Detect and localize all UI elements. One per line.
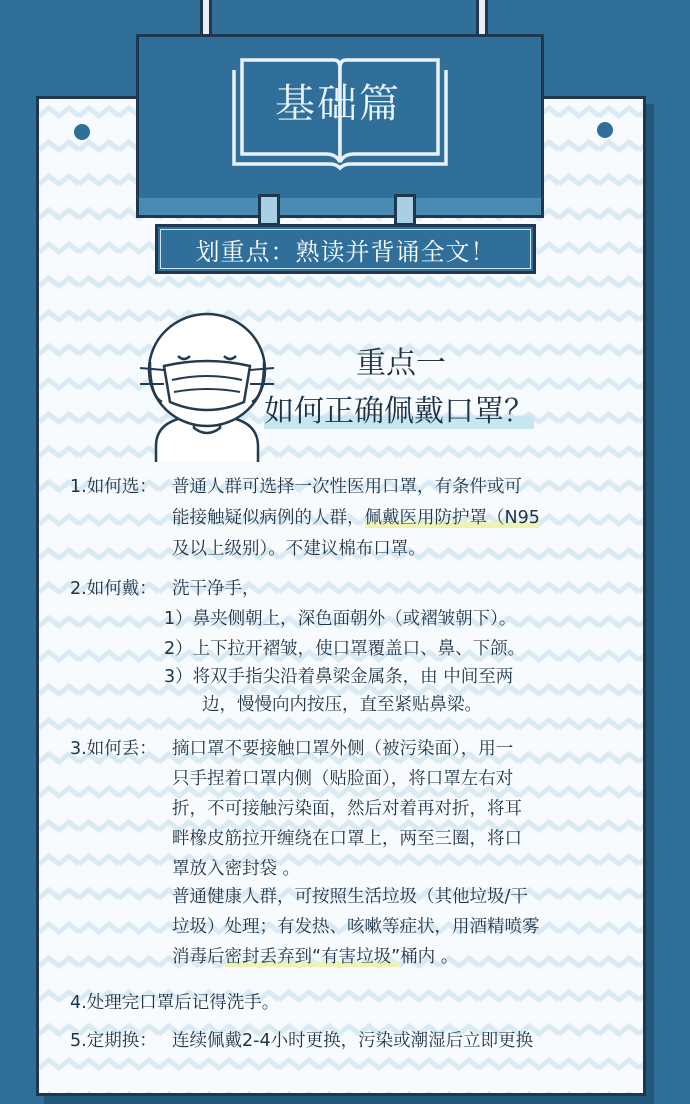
wash-text: 4.处理完口罩后记得洗手。 xyxy=(70,993,280,1013)
discard-label: 3.如何丢： xyxy=(70,739,157,759)
wear-step1: 1）鼻夹侧朝上，深色面朝外（或褶皱朝下）。 xyxy=(164,609,517,629)
wear-label: 2.如何戴： xyxy=(70,579,157,599)
discard-para2-line1: 普通健康人群，可按照生活垃圾（其他垃圾/干 xyxy=(172,887,528,907)
replace-label: 5.定期换： xyxy=(70,1031,157,1051)
banner-text: 划重点：熟读并背诵全文！ xyxy=(195,237,496,266)
wear-line0: 洗干净手， xyxy=(172,579,260,599)
choose-line1: 普通人群可选择一次性医用口罩，有条件或可 xyxy=(172,477,522,497)
pin-dot-right xyxy=(597,122,613,138)
discard-line1: 摘口罩不要接触口罩外侧（被污染面），用一 xyxy=(172,739,514,759)
pin-dot-left xyxy=(74,124,90,140)
discard-line4: 畔橡皮筋拉开缠绕在口罩上，两至三圈，将口 xyxy=(172,829,522,849)
heading-line2 xyxy=(264,386,534,430)
discard-line3: 折，不可接触污染面，然后对着再对折，将耳 xyxy=(172,799,522,819)
discard-line2: 只手捏着口罩内侧（贴脸面），将口罩左右对 xyxy=(172,769,514,789)
discard-para2-line2: 垃圾）处理；有发热、咳嗽等症状，用酒精喷雾 xyxy=(172,917,540,937)
sign-base xyxy=(136,198,544,218)
sign-tab-left xyxy=(258,194,280,226)
heading-line1: 重点一 xyxy=(356,346,446,381)
choose-line2a: 能接触疑似病例的人群， xyxy=(172,508,365,528)
choose-label: 1.如何选： xyxy=(70,477,157,497)
choose-line3: 及以上级别）。不建议棉布口罩。 xyxy=(172,539,426,559)
sign-tab-right xyxy=(394,194,416,226)
choose-line2b: 佩戴医用防护罩（N95 xyxy=(364,508,540,528)
choose-line2 xyxy=(172,503,540,534)
replace-text: 连续佩戴2-4小时更换，污染或潮湿后立即更换 xyxy=(172,1031,534,1051)
discard-para2-line3b: 密封丢弃到“有害垃圾” xyxy=(224,947,401,967)
wear-step3a: 3）将双手指尖沿着鼻梁金属条，由 中间至两 xyxy=(164,667,514,687)
heading-line2-text: 如何正确佩戴口罩？ xyxy=(264,394,534,429)
discard-para2-line3 xyxy=(172,942,458,973)
discard-para2-line3c: 桶内 。 xyxy=(400,947,459,967)
wear-step2: 2）上下拉开褶皱，使口罩覆盖口、鼻、下颌。 xyxy=(164,639,526,659)
discard-line5: 罩放入密封袋 。 xyxy=(172,859,301,879)
sign-title: 基础篇 xyxy=(275,81,401,127)
wear-step3b: 边，慢慢向内按压，直至紧贴鼻梁。 xyxy=(202,695,482,715)
masked-person-illustration xyxy=(132,306,282,462)
discard-para2-line3a: 消毒后 xyxy=(172,947,225,967)
